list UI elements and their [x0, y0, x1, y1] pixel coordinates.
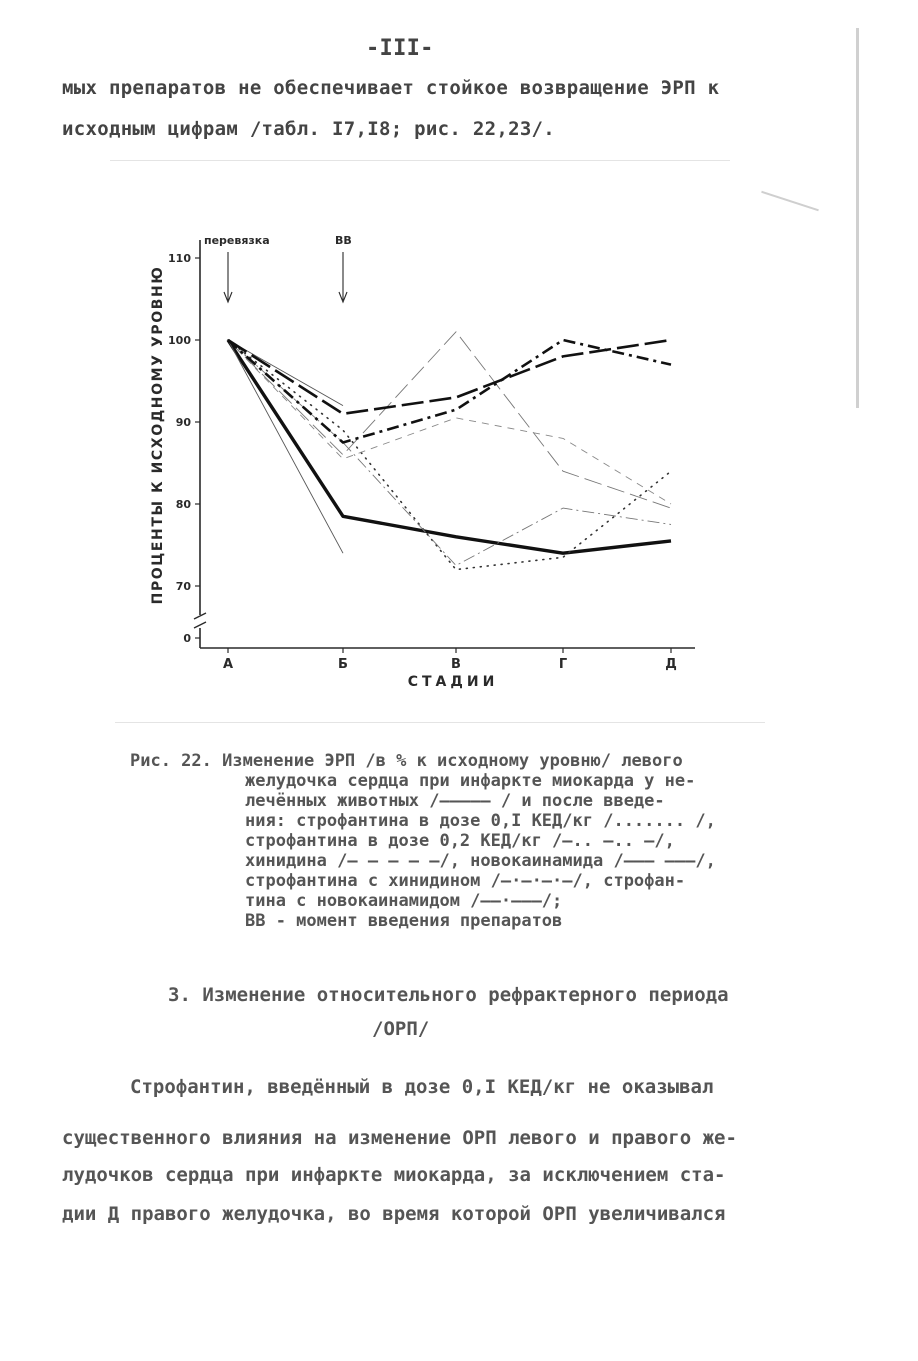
section-heading: /ОРП/: [372, 1018, 430, 1040]
x-tick-label: В: [451, 657, 461, 672]
chart-labels: [150, 234, 677, 690]
scan-margin-mark: [761, 191, 819, 211]
x-tick-label: Б: [338, 657, 348, 672]
scan-margin-bar: [856, 28, 859, 408]
caption-line: Рис. 22. Изменение ЭРП /в % к исходному уровню/ левого: [130, 751, 683, 771]
x-tick-label: А: [222, 657, 234, 672]
caption-line: желудочка сердца при инфаркте миокарда у не-: [245, 771, 696, 791]
caption-line: строфантина с хинидином /—·—·—·—/, строфан-: [245, 871, 686, 891]
series-line-heavy-long-dash: [228, 340, 671, 414]
annotation-label: ВВ: [335, 234, 352, 247]
caption-line: строфантина в дозе 0,2 КЕД/кг /—.. —.. —/,: [245, 831, 675, 851]
series-line-thick-solid: [228, 340, 671, 553]
scan-rule: [115, 722, 765, 723]
intro-text-line: исходным цифрам /табл. I7,I8; рис. 22,23/.: [62, 118, 556, 140]
figure-22-chart: [140, 220, 730, 700]
paragraph-line: лудочков сердца при инфаркте миокарда, за исключением ста-: [62, 1164, 726, 1186]
caption-line: тина с новокаинамидом /——·———/;: [245, 891, 563, 911]
annotation-label: перевязка: [204, 234, 270, 247]
paragraph-line: существенного влияния на изменение ОРП левого и правого же-: [62, 1127, 737, 1149]
axis-break-mark: [194, 622, 206, 628]
caption-line: хинидина /— — — — —/, новокаинамида /——— ———/,: [245, 851, 716, 871]
x-axis-title: СТАДИИ: [407, 674, 499, 690]
y-tick-label: 0: [183, 632, 191, 645]
section-heading: 3. Изменение относительного рефрактерного периода: [168, 984, 729, 1006]
paragraph-line: Строфантин, введённый в дозе 0,I КЕД/кг не оказывал: [130, 1076, 714, 1098]
series-line-thin-solid: [228, 340, 343, 553]
y-axis-title: ПРОЦЕНТЫ К ИСХОДНОМУ УРОВНЮ: [150, 265, 166, 605]
page-number: -III-: [366, 36, 434, 61]
paragraph-line: дии Д правого желудочка, во время которой ОРП увеличивался: [62, 1203, 726, 1225]
caption-line: ВВ - момент введения препаратов: [245, 911, 563, 931]
caption-line: лечённых животных /————— / и после введе-: [245, 791, 665, 811]
series-line-thin-dash: [228, 340, 671, 504]
x-tick-label: Г: [558, 657, 568, 672]
scan-rule: [110, 160, 730, 161]
x-tick-label: Д: [665, 657, 677, 672]
chart-axes: [194, 240, 695, 653]
y-tick-label: 90: [175, 416, 191, 429]
intro-text-line: мых препаратов не обеспечивает стойкое возвращение ЭРП к: [62, 77, 720, 99]
y-tick-label: 70: [175, 580, 191, 593]
chart-series: [228, 332, 671, 570]
y-tick-label: 80: [175, 498, 191, 511]
caption-line: ния: строфантина в дозе 0,I КЕД/кг /....... /,: [245, 811, 716, 831]
y-tick-label: 100: [168, 334, 191, 347]
series-line-dash-dot: [228, 340, 671, 566]
y-tick-label: 110: [168, 252, 191, 265]
